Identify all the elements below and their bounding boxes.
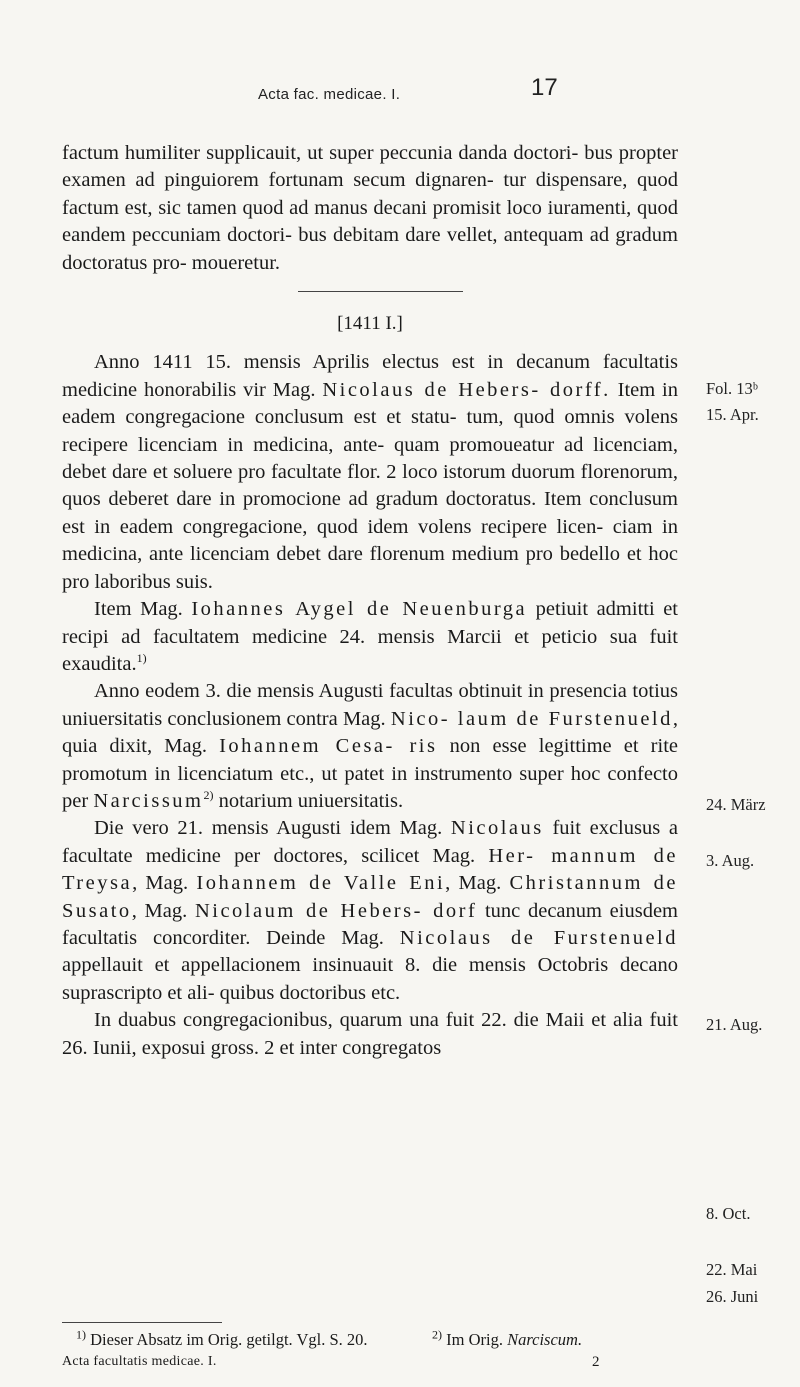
running-head: Acta fac. medicae. I. — [258, 86, 401, 103]
signature-number: 2 — [592, 1354, 600, 1370]
margin-note: 24. März — [706, 795, 766, 814]
margin-note: Fol. 13ᵇ — [706, 379, 758, 398]
paragraph-3: Item Mag. Iohannes Aygel de Neuenburga petiuit admitti et recipi ad facultatem medicine 24. mensis Marcii et peticio sua fuit exaudita.$^{1)}$ — [62, 598, 678, 675]
margin-note: 22. Mai — [706, 1260, 758, 1279]
footnote-1: $^{1)}$ Dieser Absatz im Orig. getilgt. Vgl. S. 20. — [76, 1327, 368, 1349]
separator-rule — [298, 291, 463, 292]
footnote-ref: 2) — [203, 788, 214, 803]
footnotes — [62, 1322, 682, 1373]
margin-note: 3. Aug. — [706, 851, 755, 870]
page-header — [0, 70, 800, 110]
paragraph-4: Anno eodem 3. die mensis Augusti facultas obtinuit in presencia totius uniuersitatis conclusionem contra Mag. Nico- laum de Furstenueld, quia dixit, Mag. Iohannem Cesa- ris non esse legittime et rite promotum in licenciatum etc., ut patet in instrumento super hoc confecto per Narcissum$^{2)}$ notarium uniuersitatis. — [62, 680, 678, 812]
paragraph-1: factum humiliter supplicauit, ut super peccunia danda doctori- bus propter examen ad pinguiorem fortunam secum dignaren- tur dispensare, quod factum est, sic tamen quod ad manus decani promisit loco iuramenti, quod eandem peccuniam doctori- bus debitam dare vellet, antequam ad gradum doctoratus pro- moueretur. — [62, 142, 678, 274]
person-name: Nicolaum de Hebers- dorf — [194, 899, 478, 922]
main-text — [62, 140, 678, 1062]
person-name: Nicolaus — [450, 817, 544, 840]
person-name: Narcissum — [93, 789, 204, 812]
page-number: 17 — [531, 74, 558, 101]
person-name: Her- mannum de Treysa — [62, 844, 678, 895]
footnote-line — [62, 1329, 682, 1351]
paragraph-2: Anno 1411 15. mensis Aprilis electus est in decanum facultatis medicine honorabilis vir Mag. Nicolaus de Hebers- dorff. Item in eadem congregacione conclusum est et statu- tum, quod omnis volens recipere licenciam in medicina, ante- quam promoueatur ad licenciam, debet dare et soluere pro facultate flor. 2 loco istorum duorum florenorum, quos deberet dare in promocione ad gradum doctoratus. Item conclusum est in eadem congregacione, quod idem volens recipere licen- ciam in medicina, ante licenciam debet dare florenum medium pro bedello et hoc pro laboribus suis. — [62, 351, 678, 593]
person-name: Christannum de Susato — [62, 872, 679, 922]
footnote-rule — [62, 1322, 222, 1323]
footnote-ref: 1) — [136, 651, 147, 666]
margin-note: 26. Juni — [706, 1287, 759, 1306]
margin-note: 15. Apr. — [706, 405, 759, 424]
person-name: Nicolaus de Hebers- dorff. — [322, 378, 611, 401]
person-name: Iohannem de Valle Eni — [196, 872, 446, 895]
person-name: Iohannes Aygel de Neuenburga — [191, 598, 528, 621]
margin-note: 21. Aug. — [706, 1015, 763, 1034]
paragraph-5: Die vero 21. mensis Augusti idem Mag. Nicolaus fuit exclusus a facultate medicine per doctores, scilicet Mag. Her- mannum de Treysa, Mag. Iohannem de Valle Eni, Mag. Christannum de Susato, Mag. Nicolaum de Hebers- dorf tunc decanum eiusdem facultatis concorditer. Deinde Mag. Nicolaus de Furstenueld appellauit et appellacionem insinuauit 8. die mensis Octobris decano suprascripto et ali- quibus doctoribus etc. — [62, 817, 679, 1004]
signature-line — [62, 1351, 682, 1373]
footnote-2: $^{2)}$ Im Orig. Narciscum. — [432, 1327, 583, 1349]
person-name: Nico- laum de Furstenueld — [390, 707, 673, 730]
person-name: Nicolaus de Furstenueld — [399, 926, 678, 949]
signature: Acta facultatis medicae. I. — [62, 1354, 217, 1369]
section-heading: [1411 I.] — [337, 313, 403, 335]
margin-note: 8. Oct. — [706, 1204, 751, 1223]
person-name: Iohannem Cesa- ris — [219, 735, 438, 758]
paragraph-6: In duabus congregacionibus, quarum una fuit 22. die Maii et alia fuit 26. Iunii, exposui gross. 2 et inter congregatos — [62, 1009, 678, 1059]
